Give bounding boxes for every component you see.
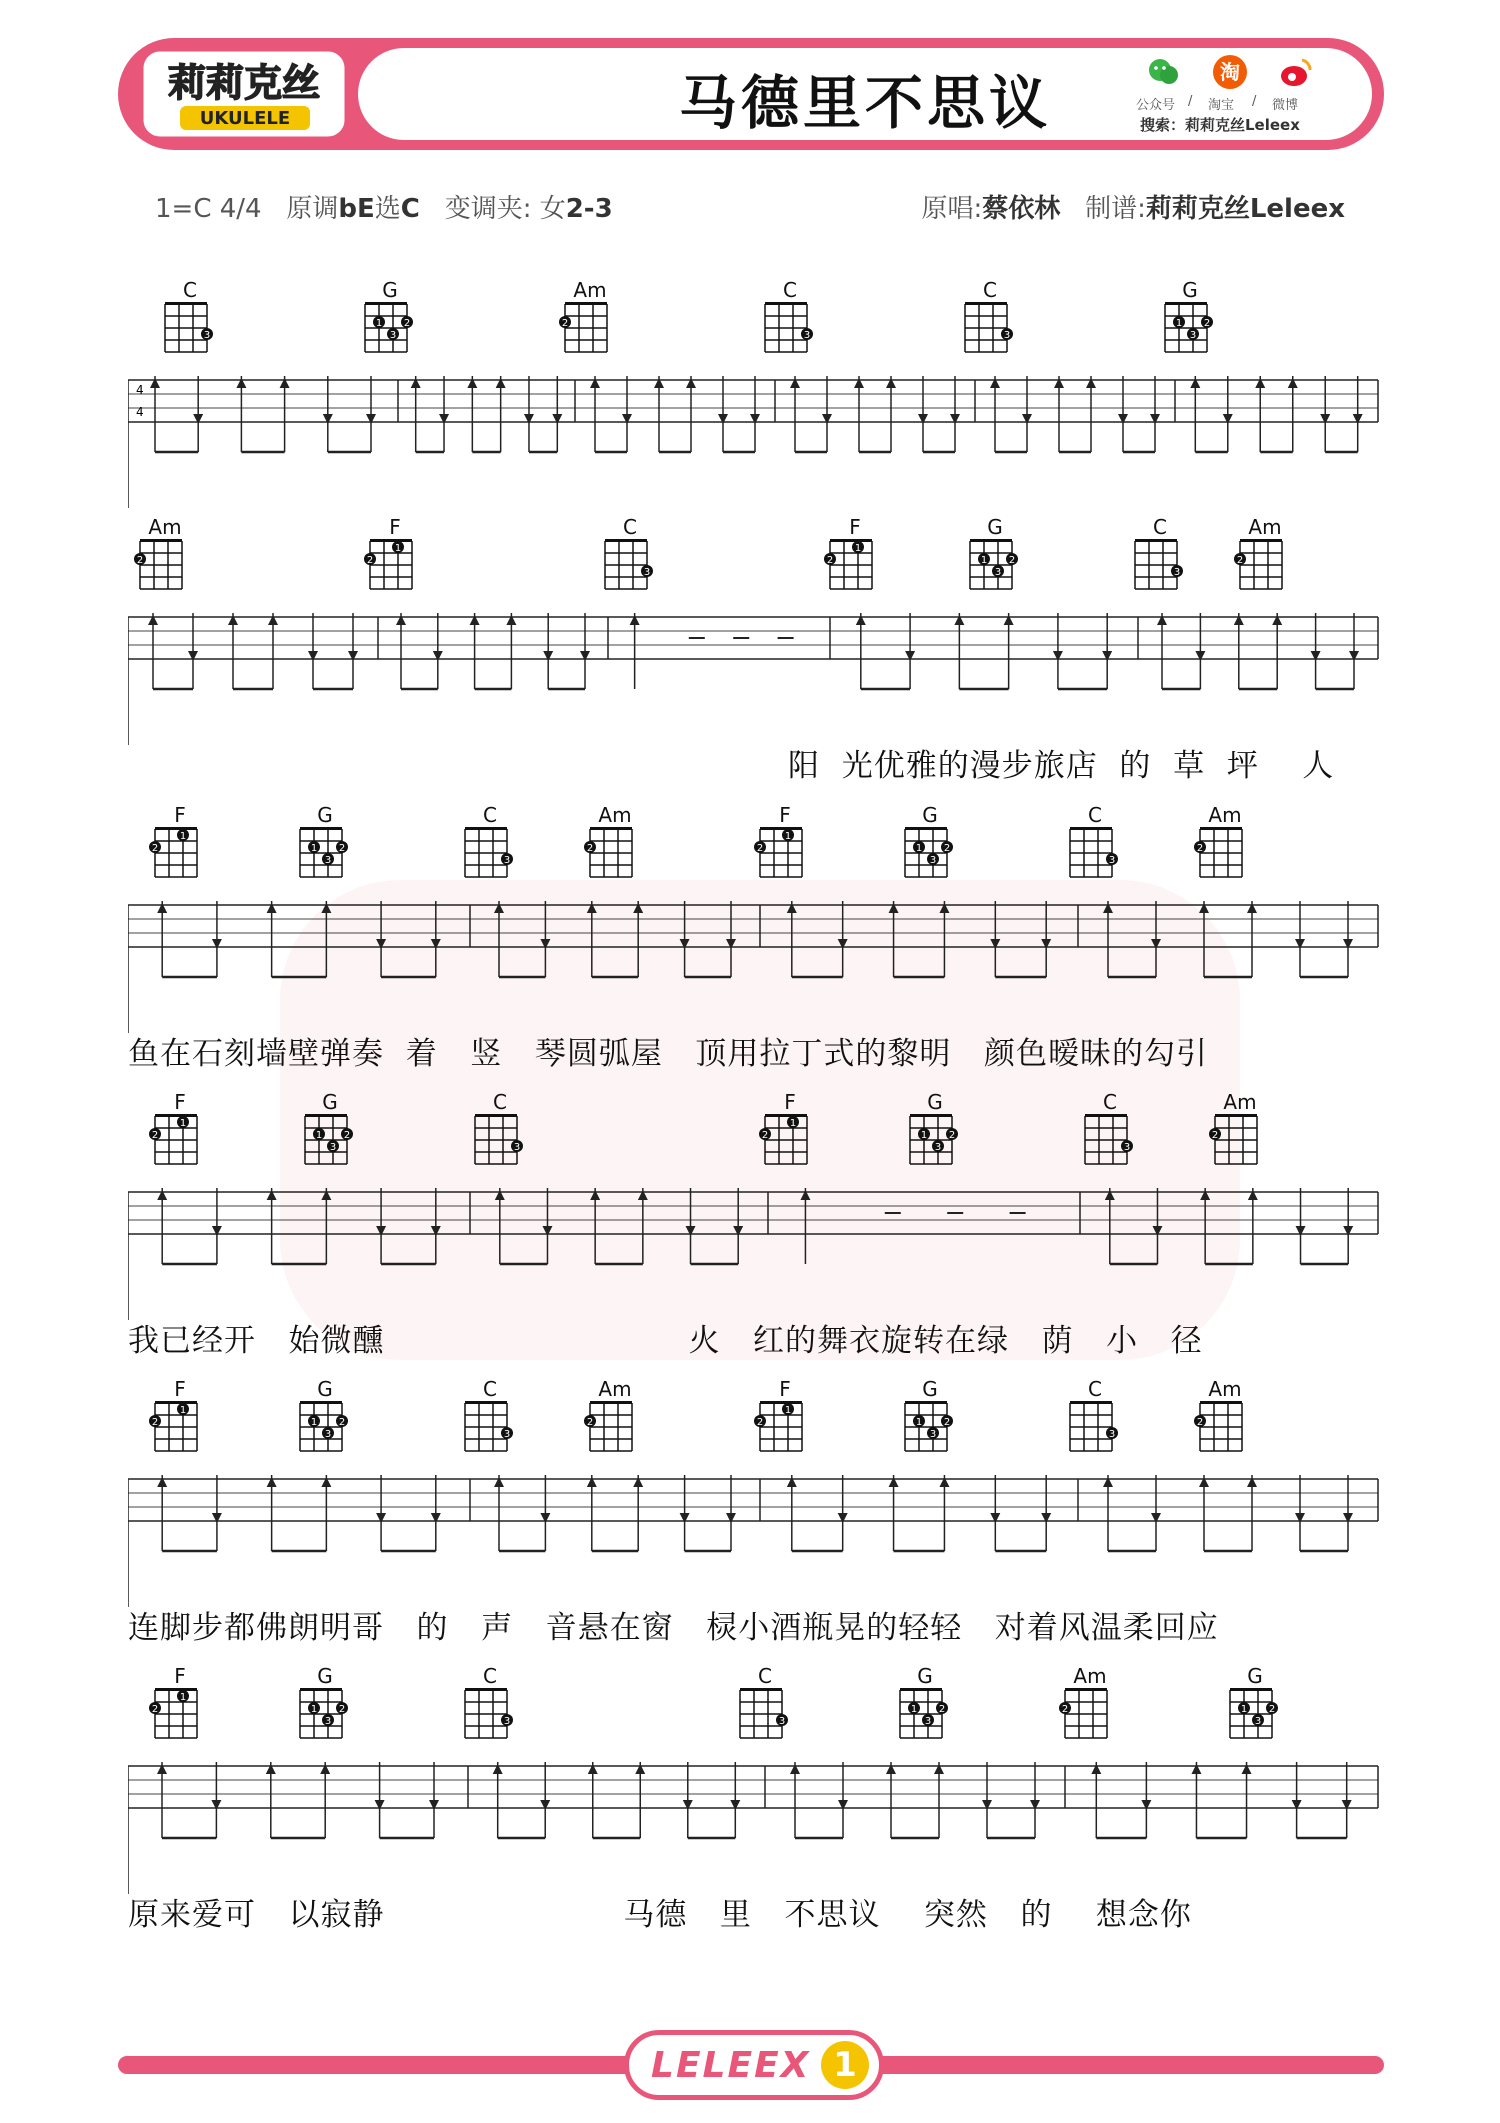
svg-text:1: 1 [980, 555, 988, 566]
chord-diagram [960, 535, 1030, 605]
svg-text:3: 3 [503, 1716, 511, 1727]
chord-f [755, 1090, 825, 1180]
svg-text:2: 2 [761, 1130, 769, 1141]
chord-name: G [927, 1090, 943, 1114]
chord-name: F [389, 515, 401, 539]
chord-am [580, 1377, 650, 1467]
chord-f [360, 515, 430, 605]
chord-name: Am [1073, 1664, 1107, 1688]
svg-text:1: 1 [1240, 1704, 1248, 1715]
chord-g [960, 515, 1030, 605]
score-system [128, 278, 1378, 538]
chord-name: F [779, 803, 791, 827]
chord-g [890, 1664, 960, 1754]
chord-f [145, 1090, 215, 1180]
page-title: 马德里不思议 [678, 69, 1051, 137]
chord-g [895, 803, 965, 893]
svg-text:2: 2 [1236, 555, 1244, 566]
chord-diagram [900, 1110, 970, 1180]
chord-diagram [755, 298, 825, 368]
svg-text:2: 2 [343, 1130, 351, 1141]
chord-name: G [317, 1664, 333, 1688]
chord-c [1060, 803, 1130, 893]
rhythm-staff [128, 368, 1388, 508]
svg-text:3: 3 [1123, 1142, 1131, 1153]
svg-text:3: 3 [994, 567, 1002, 578]
svg-text:1: 1 [784, 831, 792, 842]
chord-diagram [465, 1110, 535, 1180]
chord-am [130, 515, 200, 605]
chord-diagram [455, 1397, 525, 1467]
svg-text:3: 3 [324, 1716, 332, 1727]
chord-g [295, 1090, 365, 1180]
chord-name: G [382, 278, 398, 302]
chord-g [355, 278, 425, 368]
svg-text:2: 2 [338, 1417, 346, 1428]
svg-text:1: 1 [1175, 318, 1183, 329]
chord-name: F [849, 515, 861, 539]
svg-text:1: 1 [315, 1130, 323, 1141]
svg-text:2: 2 [1211, 1130, 1219, 1141]
chord-diagram [895, 823, 965, 893]
footer-badge: LELEEX 1 [624, 2030, 884, 2100]
svg-text:3: 3 [1189, 330, 1197, 341]
chord-diagram [355, 298, 425, 368]
chord-name: C [1088, 1377, 1102, 1401]
chord-diagram [895, 1397, 965, 1467]
svg-text:2: 2 [136, 555, 144, 566]
chord-name: G [922, 1377, 938, 1401]
chord-c [955, 278, 1025, 368]
svg-text:2: 2 [826, 555, 834, 566]
svg-text:2: 2 [338, 843, 346, 854]
svg-text:3: 3 [203, 330, 211, 341]
svg-text:3: 3 [329, 1142, 337, 1153]
svg-text:2: 2 [338, 1704, 346, 1715]
svg-text:1: 1 [394, 543, 402, 554]
chord-name: F [174, 803, 186, 827]
svg-text:3: 3 [1254, 1716, 1262, 1727]
chord-name: C [623, 515, 637, 539]
chord-diagram [750, 1397, 820, 1467]
chord-name: C [983, 278, 997, 302]
svg-text:3: 3 [778, 1716, 786, 1727]
chord-diagram [555, 298, 625, 368]
chord-diagram [290, 823, 360, 893]
chord-diagram [1155, 298, 1225, 368]
svg-text:3: 3 [929, 855, 937, 866]
svg-text:1: 1 [920, 1130, 928, 1141]
svg-text:3: 3 [934, 1142, 942, 1153]
credits: 原唱:蔡依林 制谱:莉莉克丝Leleex [921, 194, 1345, 224]
chord-f [145, 1664, 215, 1754]
svg-text:3: 3 [324, 1429, 332, 1440]
svg-text:3: 3 [1108, 855, 1116, 866]
score-system [128, 1090, 1378, 1359]
svg-text:3: 3 [1003, 330, 1011, 341]
rhythm-staff [128, 1467, 1388, 1607]
chord-diagram [1220, 1684, 1290, 1754]
svg-text:1: 1 [179, 1405, 187, 1416]
svg-text:2: 2 [1008, 555, 1016, 566]
rhythm-staff [128, 1180, 1388, 1320]
chord-diagram [455, 1684, 525, 1754]
chord-name: C [758, 1664, 772, 1688]
key-info: 1=C 4/4 原调bE选C 变调夹: 女2-3 [155, 194, 613, 224]
svg-text:2: 2 [366, 555, 374, 566]
svg-text:1: 1 [910, 1704, 918, 1715]
svg-text:2: 2 [1203, 318, 1211, 329]
chord-c [465, 1090, 535, 1180]
lyrics-line: 连脚步都佛朗明哥 的 声 音悬在窗 棂小酒瓶晃的轻轻 对着风温柔回应 [128, 1610, 1219, 1646]
svg-text:2: 2 [151, 1704, 159, 1715]
chord-name: G [322, 1090, 338, 1114]
chord-diagram [1190, 1397, 1260, 1467]
weibo-icon[interactable] [1278, 54, 1314, 90]
score-system [128, 1377, 1378, 1646]
chord-name: F [174, 1090, 186, 1114]
time-signature: 4 [136, 383, 144, 397]
chord-am [1190, 803, 1260, 893]
chord-am [1190, 1377, 1260, 1467]
chord-g [895, 1377, 965, 1467]
svg-text:2: 2 [151, 1130, 159, 1141]
svg-text:淘: 淘 [1220, 60, 1240, 84]
social-links: 淘 公众号 / 淘宝 / 微博 搜索：莉莉克丝Leleex [1132, 54, 1332, 138]
chord-name: G [917, 1664, 933, 1688]
svg-text:2: 2 [586, 843, 594, 854]
lyrics-line: 鱼在石刻墙壁弹奏 着 竖 琴圆弧屋 顶用拉丁式的黎明 颜色暧昧的勾引 [128, 1036, 1208, 1072]
chord-diagram [455, 823, 525, 893]
lyrics-line: 阳 光优雅的漫步旅店 的 草 坪 人 [788, 748, 1335, 784]
chord-g [900, 1090, 970, 1180]
chord-diagram [1060, 1397, 1130, 1467]
chord-name: C [183, 278, 197, 302]
chord-name: F [779, 1377, 791, 1401]
time-signature: 4 [136, 405, 144, 419]
svg-text:2: 2 [151, 1417, 159, 1428]
chord-f [145, 1377, 215, 1467]
svg-text:2: 2 [403, 318, 411, 329]
svg-text:1: 1 [915, 843, 923, 854]
chord-diagram [1055, 1684, 1125, 1754]
title-panel [358, 48, 1372, 140]
rhythm-staff [128, 1754, 1388, 1894]
chord-diagram [295, 1110, 365, 1180]
svg-text:2: 2 [756, 1417, 764, 1428]
chord-f [750, 803, 820, 893]
chord-c [455, 1664, 525, 1754]
svg-text:3: 3 [643, 567, 651, 578]
chord-name: Am [598, 1377, 632, 1401]
svg-text:1: 1 [179, 1118, 187, 1129]
wechat-icon[interactable] [1146, 54, 1182, 90]
chord-diagram [955, 298, 1025, 368]
score-system [128, 1664, 1378, 1933]
chord-name: Am [1208, 803, 1242, 827]
chord-f [820, 515, 890, 605]
lyrics-line: 我已经开 始微醺 火 红的舞衣旋转在绿 荫 小 径 [128, 1323, 1203, 1359]
chord-diagram [580, 823, 650, 893]
chord-diagram [145, 1684, 215, 1754]
chord-c [1075, 1090, 1145, 1180]
chord-name: C [1153, 515, 1167, 539]
chord-name: C [1103, 1090, 1117, 1114]
chord-name: G [922, 803, 938, 827]
chord-name: F [174, 1664, 186, 1688]
svg-text:2: 2 [1061, 1704, 1069, 1715]
chord-g [290, 1377, 360, 1467]
chord-diagram [580, 1397, 650, 1467]
chord-diagram [595, 535, 665, 605]
chord-name: C [493, 1090, 507, 1114]
header-banner [118, 38, 1384, 150]
chord-diagram [290, 1397, 360, 1467]
chord-name: Am [148, 515, 182, 539]
svg-text:2: 2 [561, 318, 569, 329]
chord-am [555, 278, 625, 368]
svg-text:1: 1 [179, 831, 187, 842]
svg-text:2: 2 [1268, 1704, 1276, 1715]
chord-name: G [987, 515, 1003, 539]
chord-name: F [784, 1090, 796, 1114]
chord-f [750, 1377, 820, 1467]
chord-am [1230, 515, 1300, 605]
chord-name: G [317, 803, 333, 827]
svg-text:1: 1 [854, 543, 862, 554]
chord-diagram [820, 535, 890, 605]
svg-text:2: 2 [943, 843, 951, 854]
score-system [128, 803, 1378, 1072]
chord-name: C [483, 1377, 497, 1401]
chord-name: C [783, 278, 797, 302]
svg-text:3: 3 [803, 330, 811, 341]
chord-name: C [483, 1664, 497, 1688]
svg-text:1: 1 [789, 1118, 797, 1129]
chord-am [580, 803, 650, 893]
svg-text:3: 3 [929, 1429, 937, 1440]
svg-text:2: 2 [586, 1417, 594, 1428]
chord-diagram [130, 535, 200, 605]
chord-c [155, 278, 225, 368]
chord-name: Am [573, 278, 607, 302]
chord-c [755, 278, 825, 368]
svg-text:2: 2 [938, 1704, 946, 1715]
chord-g [290, 1664, 360, 1754]
rhythm-staff [128, 605, 1388, 745]
svg-text:3: 3 [389, 330, 397, 341]
chord-c [455, 803, 525, 893]
svg-text:莉莉克丝: 莉莉克丝 [167, 61, 321, 105]
chord-name: C [483, 803, 497, 827]
chord-diagram [1060, 823, 1130, 893]
svg-text:1: 1 [310, 1417, 318, 1428]
svg-text:1: 1 [915, 1417, 923, 1428]
svg-text:3: 3 [503, 1429, 511, 1440]
chord-diagram [360, 535, 430, 605]
chord-g [1220, 1664, 1290, 1754]
chord-c [1125, 515, 1195, 605]
chord-c [455, 1377, 525, 1467]
svg-text:1: 1 [375, 318, 383, 329]
svg-text:1: 1 [310, 1704, 318, 1715]
svg-text:3: 3 [503, 855, 511, 866]
chord-diagram [1125, 535, 1195, 605]
svg-text:2: 2 [948, 1130, 956, 1141]
chord-diagram [1205, 1110, 1275, 1180]
chord-diagram [145, 1397, 215, 1467]
svg-text:3: 3 [1108, 1429, 1116, 1440]
chord-name: G [1182, 278, 1198, 302]
chord-name: Am [1223, 1090, 1257, 1114]
svg-text:3: 3 [924, 1716, 932, 1727]
chord-diagram [1075, 1110, 1145, 1180]
chord-am [1205, 1090, 1275, 1180]
chord-g [290, 803, 360, 893]
chord-diagram [1230, 535, 1300, 605]
svg-text:1: 1 [179, 1692, 187, 1703]
svg-text:2: 2 [756, 843, 764, 854]
chord-g [1155, 278, 1225, 368]
svg-text:1: 1 [784, 1405, 792, 1416]
chord-diagram [145, 823, 215, 893]
svg-text:1: 1 [310, 843, 318, 854]
chord-c [730, 1664, 800, 1754]
search-hint: 搜索：莉莉克丝Leleex [1140, 116, 1300, 134]
svg-text:2: 2 [943, 1417, 951, 1428]
svg-text:2: 2 [1196, 843, 1204, 854]
chord-diagram [290, 1684, 360, 1754]
svg-text:3: 3 [324, 855, 332, 866]
taobao-icon[interactable] [1212, 54, 1248, 90]
chord-name: G [1247, 1664, 1263, 1688]
svg-text:3: 3 [513, 1142, 521, 1153]
rhythm-staff [128, 893, 1388, 1033]
chord-c [1060, 1377, 1130, 1467]
chord-diagram [145, 1110, 215, 1180]
chord-name: F [174, 1377, 186, 1401]
chord-diagram [755, 1110, 825, 1180]
chord-name: Am [598, 803, 632, 827]
chord-c [595, 515, 665, 605]
chord-diagram [730, 1684, 800, 1754]
svg-text:3: 3 [1173, 567, 1181, 578]
chord-am [1055, 1664, 1125, 1754]
chord-f [145, 803, 215, 893]
chord-diagram [1190, 823, 1260, 893]
brand-logo [140, 48, 348, 140]
lyrics-line: 原来爱可 以寂静 马德 里 不思议 突然 的 想念你 [128, 1897, 1192, 1933]
svg-text:2: 2 [151, 843, 159, 854]
chord-diagram [155, 298, 225, 368]
chord-diagram [750, 823, 820, 893]
chord-name: C [1088, 803, 1102, 827]
chord-diagram [890, 1684, 960, 1754]
chord-name: Am [1248, 515, 1282, 539]
svg-text:UKULELE: UKULELE [199, 108, 291, 129]
svg-text:2: 2 [1196, 1417, 1204, 1428]
chord-name: G [317, 1377, 333, 1401]
score-system [128, 515, 1378, 784]
chord-name: Am [1208, 1377, 1242, 1401]
